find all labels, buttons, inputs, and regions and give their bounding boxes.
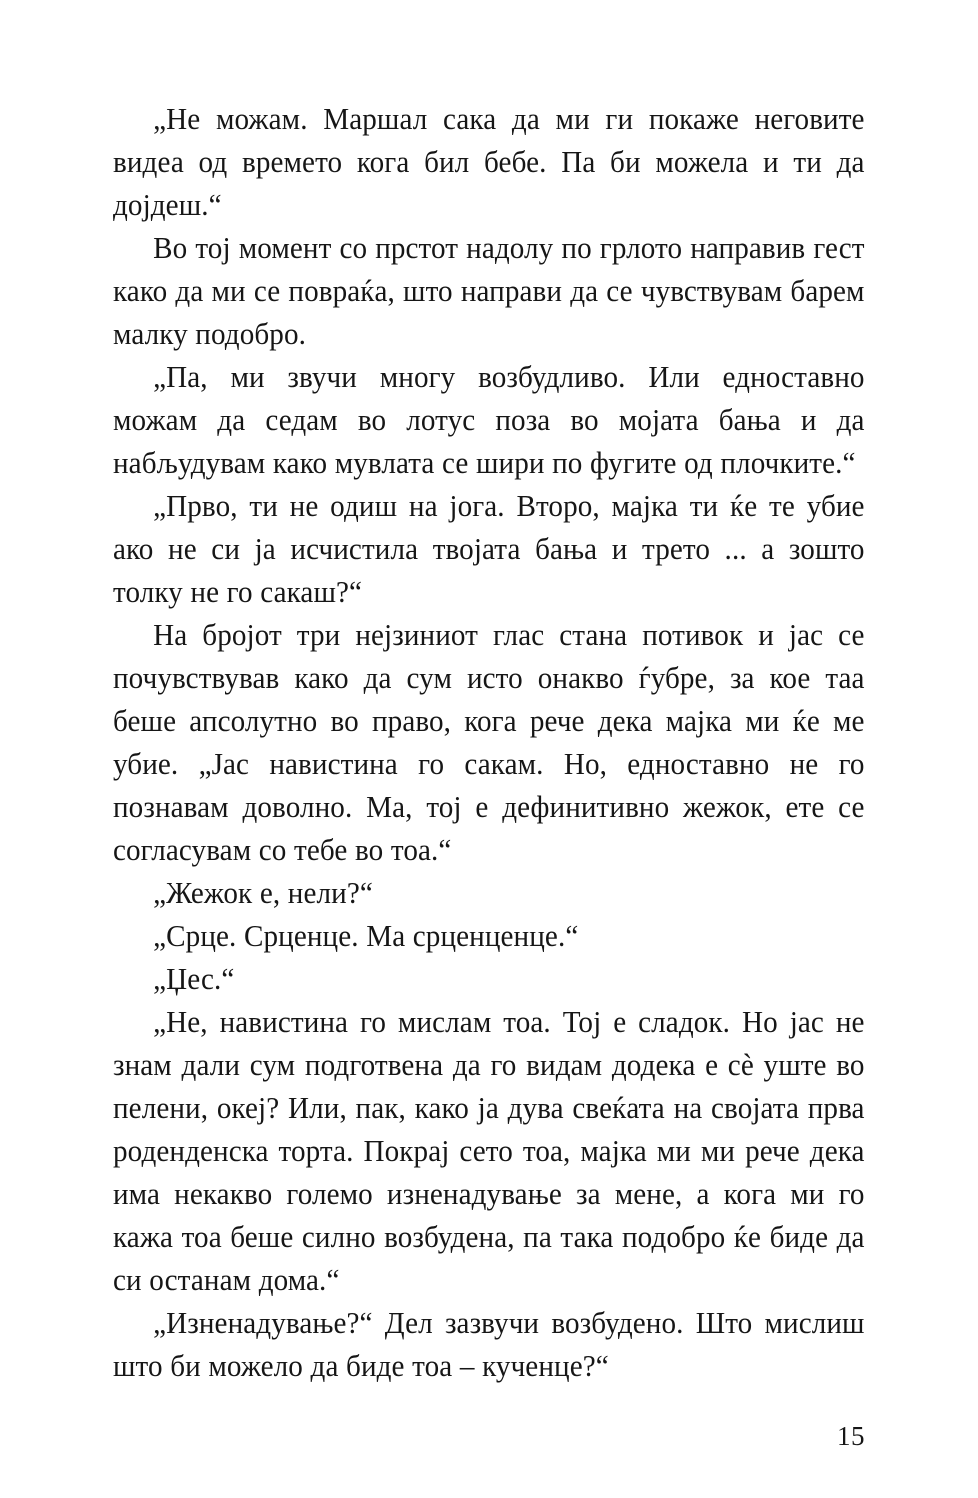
paragraph: „Прво, ти не одиш на јога. Второ, мајка ти ќе те убие ако не си ја исчистила твојата бања и трето ... а зошто толку не го сакаш?“ [113, 489, 865, 609]
paragraph: „Па, ми звучи многу возбудливо. Или едноставно можам да седам во лотус поза во мојата бања и да набљудувам како мувлата се шири по фугите од плочките.“ [113, 360, 865, 480]
paragraph: „Не, навистина го мислам тоа. Тој е сладок. Но јас не знам дали сум подготвена да го видам додека е сѐ уште во пелени, океј? Или, пак, како ја дува свеќата на својата прва роденденска торта. Покрај сето тоа, мајка ми ми рече дека има некакво големо изненадување за мене, а кога ми го кажа тоа беше силно возбудена, па така подобро ќе биде да си останам дома.“ [113, 1005, 865, 1297]
paragraph: „Не можам. Маршал сака да ми ги покаже неговите видеа од времето кога бил бебе. Па би можела и ти да дојдеш.“ [113, 102, 865, 222]
paragraph: „Џес.“ [153, 962, 235, 996]
page-text-block [113, 98, 865, 1388]
paragraph: „Срце. Срценце. Ма срценценце.“ [153, 919, 579, 953]
paragraph: „Жежок е, нели?“ [153, 876, 373, 910]
paragraph: Во тој момент со прстот надолу по грлото направив гест како да ми се повраќа, што направи да се чувствувам барем малку подобро. [113, 231, 865, 351]
page-number: 15 [837, 1421, 865, 1451]
paragraph: „Изненадување?“ Дел зазвучи возбудено. Што мислиш што би можело да биде тоа – кученце?“ [113, 1306, 865, 1383]
paragraph: На бројот три нејзиниот глас стана потивок и јас се почувствував како да сум исто онакво ѓубре, за кое таа беше апсолутно во право, кога рече дека мајка ми ќе ме убие. „Јас навистина го сакам. Но, едноставно не го познавам доволно. Ма, тој е дефинитивно жежок, ете се согласувам со тебе во тоа.“ [113, 618, 865, 867]
